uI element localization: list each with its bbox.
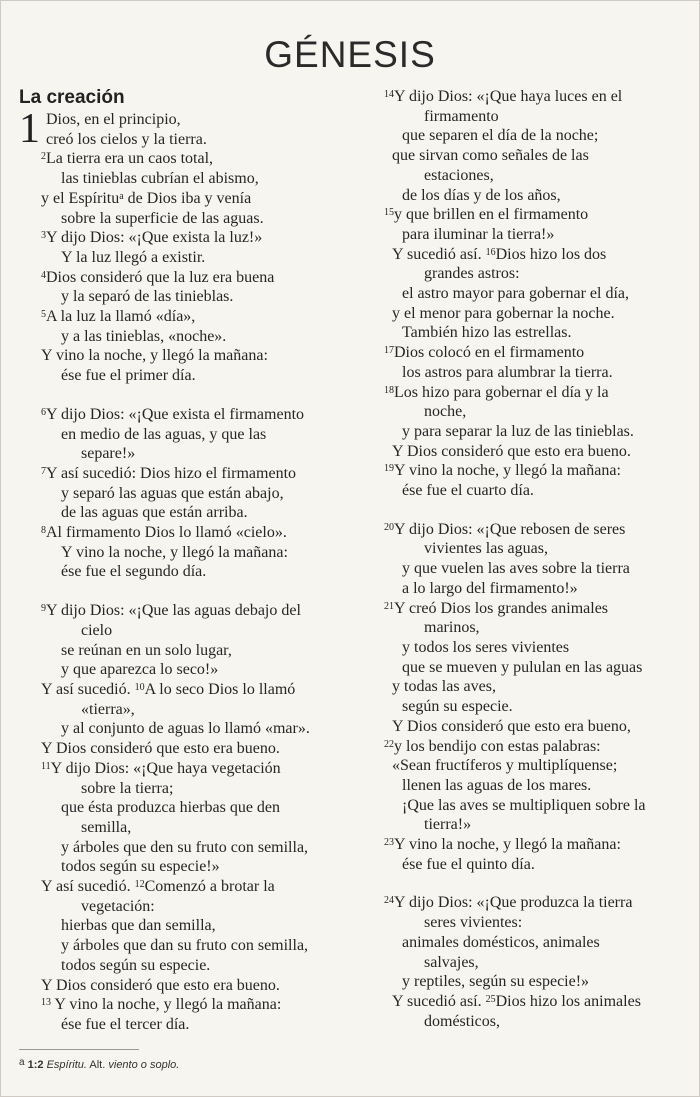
verse-text: para iluminar la tierra!» [402, 225, 555, 243]
verse-line [19, 1015, 351, 1035]
verse-line [19, 660, 351, 680]
verse-text: Y así sucedió. [41, 878, 135, 896]
verse-line [19, 976, 351, 996]
left-lines [19, 106, 351, 1035]
footnote-alt-text: viento o soplo. [108, 1059, 180, 1071]
verse-line [384, 245, 689, 265]
verse-text: Y vino la noche, y llegó la mañana: [394, 462, 621, 480]
verse-text: Y vino la noche, y llegó la mañana: [61, 543, 288, 561]
verse-line [384, 933, 689, 953]
stanza-gap [384, 874, 689, 893]
verse-text: cielo [81, 621, 113, 639]
verse-text: ése fue el quinto día. [402, 855, 535, 873]
verse-text: Dios colocó en el firmamento [394, 344, 585, 362]
verse-text: se reúnan en un solo lugar, [61, 641, 232, 659]
verse-line [384, 737, 689, 757]
verse-text: semilla, [81, 818, 132, 836]
verse-text: creó los cielos y la tierra. [46, 130, 207, 148]
verse-text: Y vino la noche, y llegó la mañana: [394, 836, 621, 854]
verse-text: Y Dios consideró que esto era bueno. [41, 740, 280, 758]
verse-line [384, 638, 689, 658]
verse-line [19, 995, 351, 1015]
verse-number: 7 [41, 465, 46, 477]
verse-line [384, 442, 689, 462]
verse-text: A lo seco Dios lo llamó [144, 680, 296, 698]
verse-number: 20 [384, 521, 394, 533]
verse-line [19, 366, 351, 386]
verse-line [384, 599, 689, 619]
verse-text: Dios hizo los animales [495, 992, 641, 1010]
verse-number: 14 [384, 89, 394, 100]
verse-text: Y vino la noche, y llegó la mañana: [51, 996, 282, 1014]
verse-line [384, 992, 689, 1012]
verse-line [19, 287, 351, 307]
verse-text: firmamento [424, 107, 499, 125]
verse-text: a lo largo del firmamento!» [402, 579, 578, 597]
verse-line [19, 169, 351, 189]
verse-text: También hizo las estrellas. [402, 324, 572, 342]
verse-text: Al firmamento Dios lo llamó «cielo». [46, 524, 287, 542]
verse-line [19, 149, 351, 169]
verse-line [19, 838, 351, 858]
verse-line [19, 484, 351, 504]
verse-text: según su especie. [402, 698, 513, 716]
verse-text: y todas las aves, [392, 678, 496, 696]
verse-text: ¡Que las aves se multipliquen sobre la [402, 796, 646, 814]
verse-text: y para separar la luz de las tinieblas. [402, 422, 634, 440]
right-column [384, 87, 689, 1031]
verse-line [384, 304, 689, 324]
verse-text: y el Espíritu [41, 189, 120, 207]
verse-line [19, 228, 351, 248]
verse-text: domésticos, [424, 1012, 500, 1030]
verse-text: «Sean fructíferos y multiplíquense; [392, 757, 618, 775]
verse-number: 17 [384, 345, 394, 357]
verse-number: 23 [384, 837, 394, 849]
verse-text: y separó las aguas que están abajo, [61, 484, 284, 502]
verse-number: 8 [41, 525, 46, 537]
verse-line [19, 543, 351, 563]
verse-line [19, 700, 351, 720]
verse-text: y reptiles, según su especie!» [402, 973, 590, 991]
verse-line [384, 402, 689, 422]
verse-number: 10 [134, 681, 145, 693]
verse-text: Dios hizo los dos [495, 245, 607, 263]
chapter-number: 1 [19, 106, 40, 152]
verse-number: 19 [384, 463, 394, 475]
verse-line [384, 756, 689, 776]
footnote-term: Espíritu. [46, 1059, 87, 1071]
stanza-gap [19, 582, 351, 601]
verse-text: A la luz la llamó «día», [46, 308, 196, 326]
verse-line [384, 579, 689, 599]
verse-line [19, 268, 351, 288]
verse-text: llenen las aguas de los mares. [402, 776, 592, 794]
verse-text: Dios consideró que la luz era buena [46, 268, 275, 286]
verse-text: ése fue el primer día. [61, 367, 196, 385]
verse-line [384, 323, 689, 343]
verse-line [19, 523, 351, 543]
verse-text: tierra!» [424, 816, 472, 834]
verse-line [19, 464, 351, 484]
verse-text: ése fue el cuarto día. [402, 482, 534, 500]
verse-text: noche, [424, 403, 467, 421]
verse-text: Comenzó a brotar la [144, 878, 275, 896]
verse-text: hierbas que dan semilla, [61, 917, 216, 935]
verse-text: Y Dios consideró que esto era bueno, [392, 717, 631, 735]
verse-text: separe!» [81, 445, 136, 463]
verse-text: vegetación: [81, 897, 155, 915]
footnote-ref: 1:2 [27, 1059, 44, 1071]
verse-line [384, 618, 689, 638]
verse-line [384, 953, 689, 973]
footnote-marker: a [119, 190, 124, 202]
verse-line [19, 936, 351, 956]
verse-line [19, 209, 351, 229]
verse-line [384, 717, 689, 737]
verse-text: Y Dios consideró que esto era bueno. [41, 976, 280, 994]
verse-text: de los días y de los años, [402, 186, 561, 204]
verse-text: en medio de las aguas, y que las [61, 425, 267, 443]
right-lines [384, 87, 689, 1031]
verse-line [19, 248, 351, 268]
verse-text: y a las tinieblas, «noche». [61, 327, 227, 345]
verse-text: Y dijo Dios: «¡Que haya luces en el [394, 88, 623, 105]
verse-text: Y creó Dios los grandes animales [394, 599, 609, 617]
verse-text: vivientes las aguas, [424, 540, 548, 558]
verse-line [384, 697, 689, 717]
verse-text: y árboles que den su fruto con semilla, [61, 838, 309, 856]
verse-line [384, 225, 689, 245]
verse-number: 5 [41, 309, 46, 321]
verse-line [19, 739, 351, 759]
verse-text: estaciones, [424, 166, 494, 184]
verse-line [19, 641, 351, 661]
verse-line [19, 189, 351, 209]
verse-line [384, 855, 689, 875]
verse-text: y al conjunto de aguas lo llamó «mar». [61, 720, 310, 738]
verse-line [19, 562, 351, 582]
verse-text: Y dijo Dios: «¡Que las aguas debajo del [46, 602, 301, 620]
verse-number: 4 [41, 269, 46, 281]
verse-line [19, 405, 351, 425]
verse-text: seres vivientes: [424, 914, 523, 932]
verse-text: sobre la tierra; [81, 779, 174, 797]
verse-line [19, 877, 351, 897]
verse-line [19, 327, 351, 347]
verse-line [384, 343, 689, 363]
verse-text: y el menor para gobernar la noche. [392, 304, 615, 322]
verse-text: Dios, en el principio, [46, 111, 181, 128]
verse-text: Y la luz llegó a existir. [61, 248, 206, 266]
verse-line [384, 383, 689, 403]
verse-line [19, 719, 351, 739]
stanza-gap [19, 386, 351, 405]
verse-number: 13 [41, 997, 51, 1009]
verse-text: Y dijo Dios: «¡Que exista la luz!» [46, 229, 263, 247]
verse-line [384, 815, 689, 835]
verse-text: Y dijo Dios: «¡Que haya vegetación [50, 759, 281, 777]
verse-text: de las aguas que están arriba. [61, 504, 248, 522]
verse-line [384, 835, 689, 855]
left-column [19, 87, 351, 1035]
verse-text: marinos, [424, 619, 480, 637]
verse-text: y la separó de las tinieblas. [61, 288, 234, 306]
verse-number: 24 [384, 895, 394, 907]
verse-line [384, 186, 689, 206]
verse-line [384, 264, 689, 284]
footnote-rule [19, 1049, 139, 1050]
verse-number: 15 [384, 207, 394, 219]
verse-text: y que aparezca lo seco!» [61, 661, 219, 679]
verse-text: y todos los seres vivientes [402, 638, 570, 656]
verse-line [19, 680, 351, 700]
verse-text: y que vuelen las aves sobre la tierra [402, 560, 630, 578]
verse-text: y árboles que dan su fruto con semilla, [61, 937, 309, 955]
verse-line [384, 87, 689, 107]
verse-text: y que brillen en el firmamento [394, 206, 589, 224]
verse-line [384, 776, 689, 796]
verse-text: «tierra», [81, 700, 135, 718]
verse-text: y los bendijo con estas palabras: [394, 737, 601, 755]
verse-text: Y sucedió así. [392, 992, 486, 1010]
verse-text: salvajes, [424, 953, 479, 971]
verse-number: 21 [384, 600, 394, 612]
verse-line [384, 461, 689, 481]
verse-number: 16 [485, 246, 496, 258]
verse-line [19, 130, 351, 150]
verse-text: Y vino la noche, y llegó la mañana: [41, 347, 268, 365]
verse-line [19, 346, 351, 366]
verse-number: 11 [41, 760, 51, 772]
verse-text: Y así sucedió. [41, 680, 135, 698]
verse-text: La tierra era un caos total, [46, 150, 214, 168]
verse-line [384, 520, 689, 540]
verse-line [384, 893, 689, 913]
footnote-mark: a [19, 1057, 25, 1068]
verse-text: sobre la superficie de las aguas. [61, 209, 264, 227]
verse-line [19, 503, 351, 523]
verse-text: animales domésticos, animales [402, 933, 600, 951]
verse-text: Y dijo Dios: «¡Que exista el firmamento [46, 405, 305, 423]
verse-text: ése fue el tercer día. [61, 1015, 190, 1033]
verse-line [384, 677, 689, 697]
stanza-gap [384, 501, 689, 520]
verse-text: Y Dios consideró que esto era bueno. [392, 442, 631, 460]
verse-text: Y dijo Dios: «¡Que produzca la tierra [394, 894, 633, 912]
section-heading: La creación [19, 87, 125, 108]
verse-line [384, 972, 689, 992]
verse-line [19, 307, 351, 327]
verse-text: los astros para alumbrar la tierra. [402, 363, 613, 381]
verse-text: todos según su especie!» [61, 858, 220, 876]
verse-text: que sirvan como señales de las [392, 147, 589, 165]
verse-line [19, 425, 351, 445]
verse-line [384, 166, 689, 186]
verse-text: todos según su especie. [61, 956, 211, 974]
verse-text: que se mueven y pululan en las aguas [402, 658, 643, 676]
verse-text: que ésta produzca hierbas que den [61, 799, 281, 817]
verse-line [19, 798, 351, 818]
verse-line [19, 857, 351, 877]
verse-line [384, 796, 689, 816]
verse-line [19, 956, 351, 976]
verse-line [384, 559, 689, 579]
verse-text: Los hizo para gobernar el día y la [394, 383, 609, 401]
verse-line [19, 779, 351, 799]
verse-line [19, 916, 351, 936]
verse-line [19, 897, 351, 917]
verse-line [19, 818, 351, 838]
verse-text: el astro mayor para gobernar el día, [402, 285, 630, 303]
footnote-alt: Alt. [89, 1059, 106, 1071]
verse-line [384, 913, 689, 933]
verse-line [19, 601, 351, 621]
verse-line [384, 363, 689, 383]
verse-line [384, 205, 689, 225]
verse-line [384, 126, 689, 146]
verse-line [384, 1012, 689, 1032]
verse-line [384, 481, 689, 501]
verse-text: Y así sucedió: Dios hizo el firmamento [46, 464, 297, 482]
verse-line [384, 658, 689, 678]
verse-text: grandes astros: [424, 265, 520, 283]
verse-text: las tinieblas cubrían el abismo, [61, 170, 259, 188]
verse-line [384, 422, 689, 442]
verse-line [384, 146, 689, 166]
verse-line [384, 107, 689, 127]
verse-number: 12 [134, 879, 145, 891]
verse-line [19, 444, 351, 464]
verse-number: 9 [41, 603, 46, 615]
verse-number: 22 [384, 738, 394, 750]
verse-number: 2 [41, 151, 46, 163]
verse-line [384, 284, 689, 304]
verse-line [19, 621, 351, 641]
verse-line [384, 539, 689, 559]
verse-number: 6 [41, 406, 46, 418]
verse-text: de Dios iba y venía [123, 189, 252, 207]
verse-text: Y sucedió así. [392, 245, 486, 263]
verse-number: 18 [384, 384, 394, 396]
verse-line [19, 759, 351, 779]
book-title: GÉNESIS [264, 34, 436, 75]
verse-number: 3 [41, 230, 46, 242]
verse-text: Y dijo Dios: «¡Que rebosen de seres [394, 520, 626, 538]
verse-text: que separen el día de la noche; [402, 127, 599, 145]
footnote [19, 1059, 179, 1071]
verse-number: 25 [485, 993, 496, 1005]
verse-text: ése fue el segundo día. [61, 563, 207, 581]
